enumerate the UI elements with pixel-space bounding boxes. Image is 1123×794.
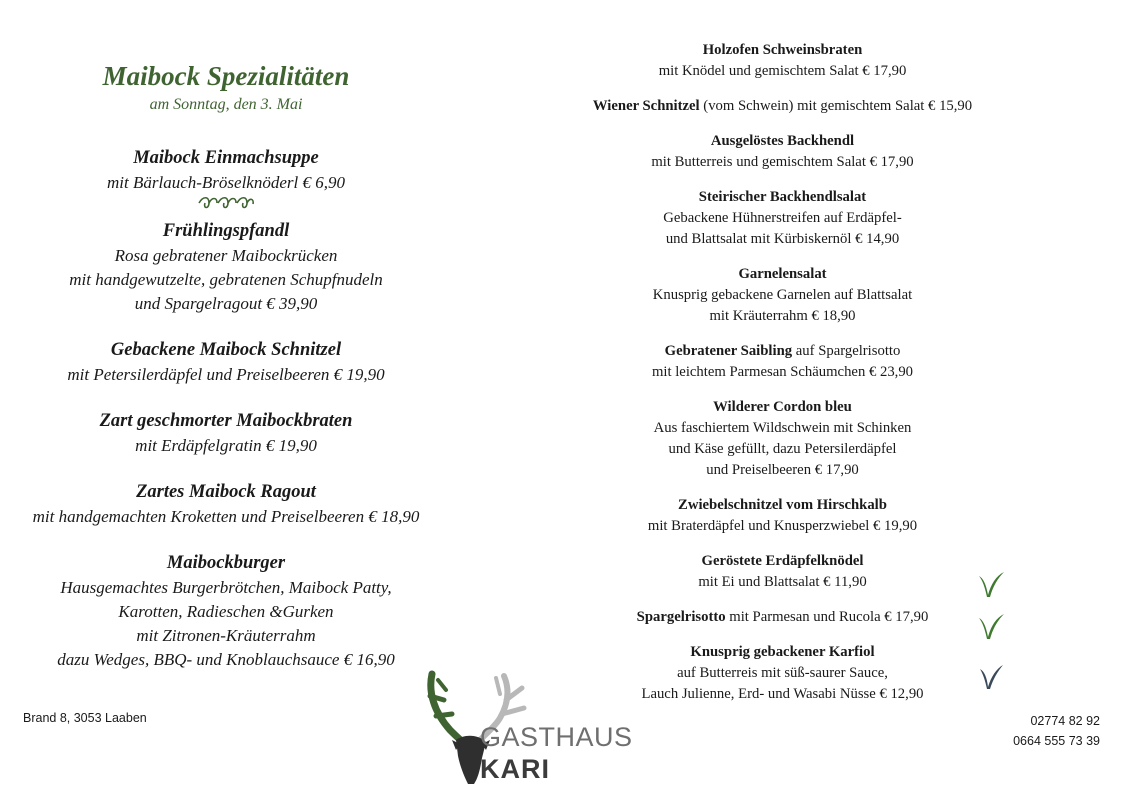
dish-description: Rosa gebratener Maibockrücken	[114, 246, 338, 265]
vegetarian-icon	[975, 568, 1007, 600]
dish-description: mit Bärlauch-Bröselknöderl € 6,90	[107, 173, 345, 192]
menu-item	[560, 40, 1005, 82]
dish-item	[0, 409, 452, 458]
menu-item-name: Holzofen Schweinsbraten	[702, 42, 863, 58]
menu-item-name: Knusprig gebackener Karfiol	[690, 644, 875, 660]
menu-item-name: Wilderer Cordon bleu	[713, 399, 852, 415]
menu-item-name: Ausgelöstes Backhendl	[710, 133, 855, 149]
dish-item	[0, 146, 452, 195]
vegetarian-icon	[975, 610, 1007, 642]
menu-item-description: Knusprig gebackene Garnelen auf Blattsalat	[652, 287, 913, 303]
menu-item-name: Wiener Schnitzel	[592, 98, 700, 114]
menu-item-name: Geröstete Erdäpfelknödel	[701, 553, 864, 569]
specials-title: Maibock Spezialitäten	[102, 61, 350, 91]
logo-text-kari: KARI	[480, 754, 550, 784]
phone-number: 02774 82 92	[1030, 714, 1100, 728]
dish-description: mit Erdäpfelgratin € 19,90	[135, 436, 317, 455]
menu-item	[560, 264, 1005, 327]
dish-name: Zartes Maibock Ragout	[136, 482, 316, 502]
menu-item-name: Gebratener Saibling	[664, 343, 793, 359]
vegan-icon	[975, 660, 1007, 692]
dish-description: mit Petersilerdäpfel und Preiselbeeren € 19,90	[67, 365, 385, 384]
menu-item-description: Lauch Julienne, Erd- und Wasabi Nüsse € 12,90	[641, 686, 924, 702]
menu-item-description: Aus faschiertem Wildschwein mit Schinken	[653, 420, 912, 436]
menu-item-description: Gebackene Hühnerstreifen auf Erdäpfel-	[663, 210, 902, 226]
specials-date: am Sonntag, den 3. Mai	[149, 96, 303, 113]
menu-item-description: mit leichtem Parmesan Schäumchen € 23,90	[651, 364, 914, 380]
menu-item-description: auf Spargelrisotto	[792, 343, 901, 359]
menu-item-description: auf Butterreis mit süß-saurer Sauce,	[677, 665, 888, 681]
dish-name: Zart geschmorter Maibockbraten	[99, 411, 353, 431]
dish-name: Gebackene Maibock Schnitzel	[110, 340, 342, 360]
phone-number: 0664 555 73 39	[1013, 734, 1100, 748]
flourish-ornament-icon	[0, 195, 452, 217]
menu-item-description: mit Kräuterrahm € 18,90	[709, 308, 856, 324]
dish-description: Karotten, Radieschen &Gurken	[118, 602, 334, 621]
main-menu-column	[560, 40, 1005, 719]
menu-item-name: Zwiebelschnitzel vom Hirschkalb	[678, 497, 887, 513]
dish-description: Hausgemachtes Burgerbrötchen, Maibock Patty,	[60, 578, 392, 597]
contact-phones	[1013, 711, 1100, 751]
dish-name: Frühlingspfandl	[162, 221, 290, 241]
menu-item	[560, 187, 1005, 250]
dish-name: Maibock Einmachsuppe	[133, 148, 319, 168]
menu-item	[560, 397, 1005, 481]
menu-item-description: und Preiselbeeren € 17,90	[706, 462, 859, 478]
menu-item-name: Garnelensalat	[738, 266, 827, 282]
restaurant-address: Brand 8, 3053 Laaben	[23, 711, 147, 725]
menu-item-description: mit Knödel und gemischtem Salat € 17,90	[658, 63, 907, 79]
dish-description: mit Zitronen-Kräuterrahm	[136, 626, 316, 645]
menu-item-name: Steirischer Backhendlsalat	[698, 189, 867, 205]
menu-item	[560, 341, 1005, 383]
dish-description: und Spargelragout € 39,90	[134, 294, 318, 313]
menu-item-description: mit Braterdäpfel und Knusperzwiebel € 19,90	[647, 518, 918, 534]
menu-item	[560, 551, 1005, 593]
menu-item-name: Spargelrisotto	[636, 609, 726, 625]
dish-item	[0, 480, 452, 529]
menu-item-description: mit Ei und Blattsalat € 11,90	[698, 574, 867, 590]
dish-description: dazu Wedges, BBQ- und Knoblauchsauce € 16,90	[57, 650, 395, 669]
dish-description: mit handgemachten Kroketten und Preiselbeeren € 18,90	[32, 507, 420, 526]
logo-text-gasthaus: GASTHAUS	[480, 722, 633, 752]
menu-item-description: und Blattsalat mit Kürbiskernöl € 14,90	[665, 231, 900, 247]
menu-item-description: mit Butterreis und gemischtem Salat € 17,90	[651, 154, 914, 170]
dish-item	[0, 219, 452, 316]
menu-item-description: mit Parmesan und Rucola € 17,90	[725, 609, 929, 625]
dish-item	[0, 338, 452, 387]
specials-column	[0, 58, 452, 694]
menu-item	[560, 495, 1005, 537]
menu-item	[560, 131, 1005, 173]
menu-item-description: und Käse gefüllt, dazu Petersilerdäpfel	[668, 441, 897, 457]
dish-item	[0, 551, 452, 672]
menu-item-description: (vom Schwein) mit gemischtem Salat € 15,90	[699, 98, 973, 114]
menu-item	[560, 607, 1005, 628]
gasthaus-logo	[424, 670, 644, 788]
menu-item	[560, 96, 1005, 117]
dish-name: Maibockburger	[166, 553, 286, 573]
dish-description: mit handgewutzelte, gebratenen Schupfnudeln	[69, 270, 383, 289]
